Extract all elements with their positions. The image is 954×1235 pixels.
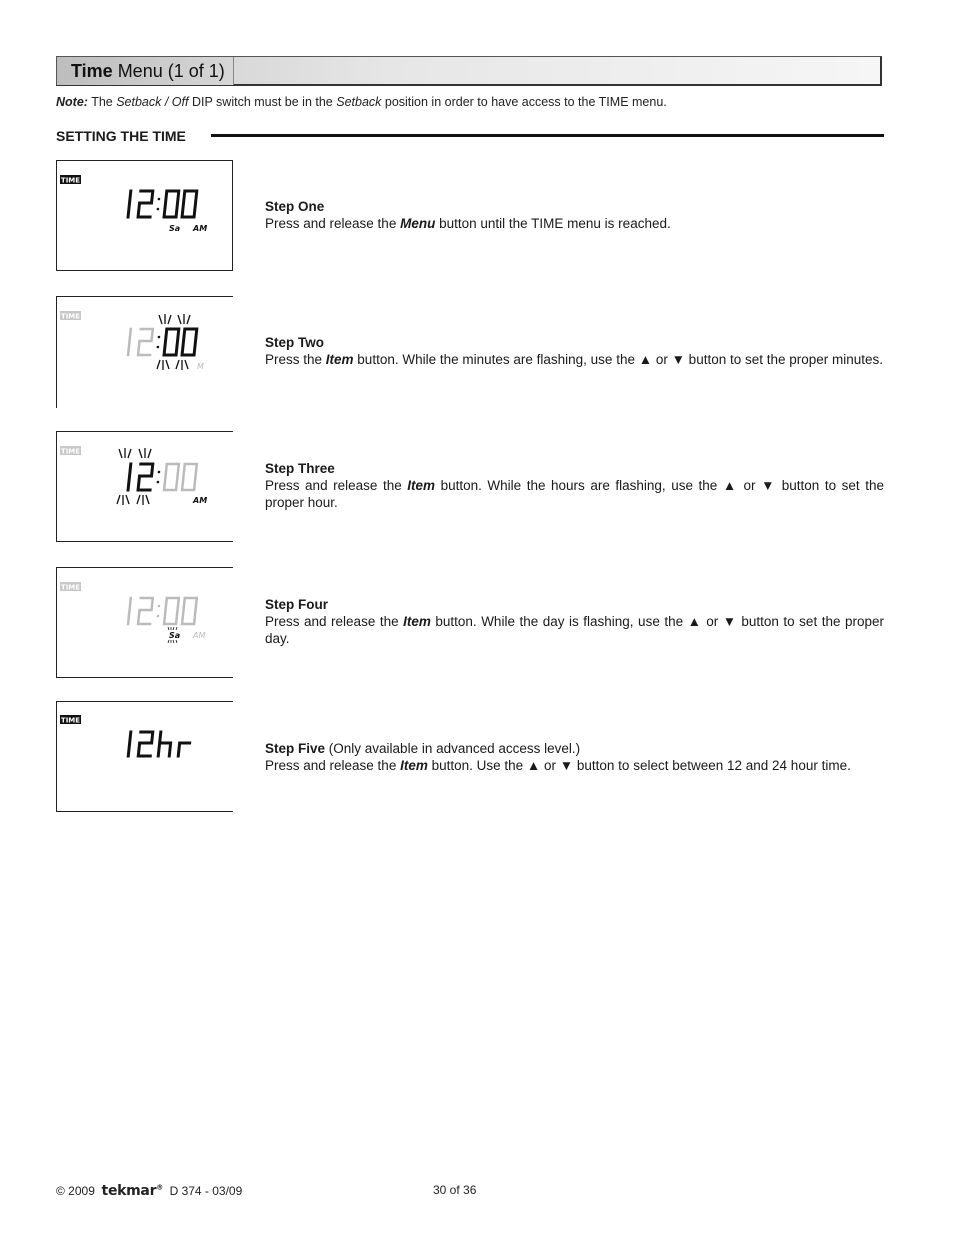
svg-text:TIME: TIME xyxy=(60,583,81,592)
note-text: Note: The Setback / Off DIP switch must be in the Setback position in order to have access to the TIME menu. xyxy=(56,95,667,109)
lcd-display-step-two xyxy=(56,296,233,408)
step-title: Step One xyxy=(265,199,325,214)
svg-text:AM: AM xyxy=(193,631,206,640)
svg-text:TIME: TIME xyxy=(60,716,81,725)
section-header-bar xyxy=(56,56,882,86)
copyright: © 2009 xyxy=(56,1184,95,1198)
svg-text:AM: AM xyxy=(193,496,208,505)
svg-text:Sa: Sa xyxy=(169,631,181,640)
ampm-indicator: AM xyxy=(193,224,208,233)
page-title: Time Menu (1 of 1) xyxy=(71,61,225,81)
step-one xyxy=(265,198,884,232)
lcd-display-step-five xyxy=(56,701,233,812)
lcd-display-step-four xyxy=(56,567,233,678)
step-five: Step Five (Only available in advanced access level.) Press and release the Item button. Use the ▲ or ▼ button to select between 12 and 24 hour time. xyxy=(265,741,851,773)
document-number: D 374 - 03/09 xyxy=(169,1184,243,1198)
page-number: 30 of 36 xyxy=(433,1183,477,1197)
flash-marks-top xyxy=(159,314,190,324)
step-four: Step Four Press and release the Item button. While the day is flashing, use the ▲ or ▼ button to set the proper day. xyxy=(265,597,884,646)
step-two: Step Two Press the Item button. While the minutes are flashing, use the ▲ or ▼ button to set the proper minutes. xyxy=(265,335,884,367)
day-indicator: Sa xyxy=(169,224,181,233)
step-body: Press and release the Menu button until the TIME menu is reached. xyxy=(265,216,671,231)
lcd-display-step-one xyxy=(56,160,233,271)
flash-marks-bottom xyxy=(157,360,188,370)
brand-logo: tekmar® xyxy=(101,1183,163,1199)
step-three: Step Three Press and release the Item button. While the hours are flashing, use the ▲ or ▼ button to set the proper hour. xyxy=(265,461,884,510)
footer-left xyxy=(56,1183,242,1199)
section-divider xyxy=(211,134,884,137)
svg-text:TIME: TIME xyxy=(60,312,81,321)
format-value: 12hr xyxy=(57,702,60,703)
section-heading: SETTING THE TIME xyxy=(56,128,186,144)
svg-text:M: M xyxy=(197,362,204,371)
svg-text:TIME: TIME xyxy=(60,447,81,456)
lcd-display-step-three xyxy=(56,431,233,542)
time-tag: TIME xyxy=(60,176,81,185)
